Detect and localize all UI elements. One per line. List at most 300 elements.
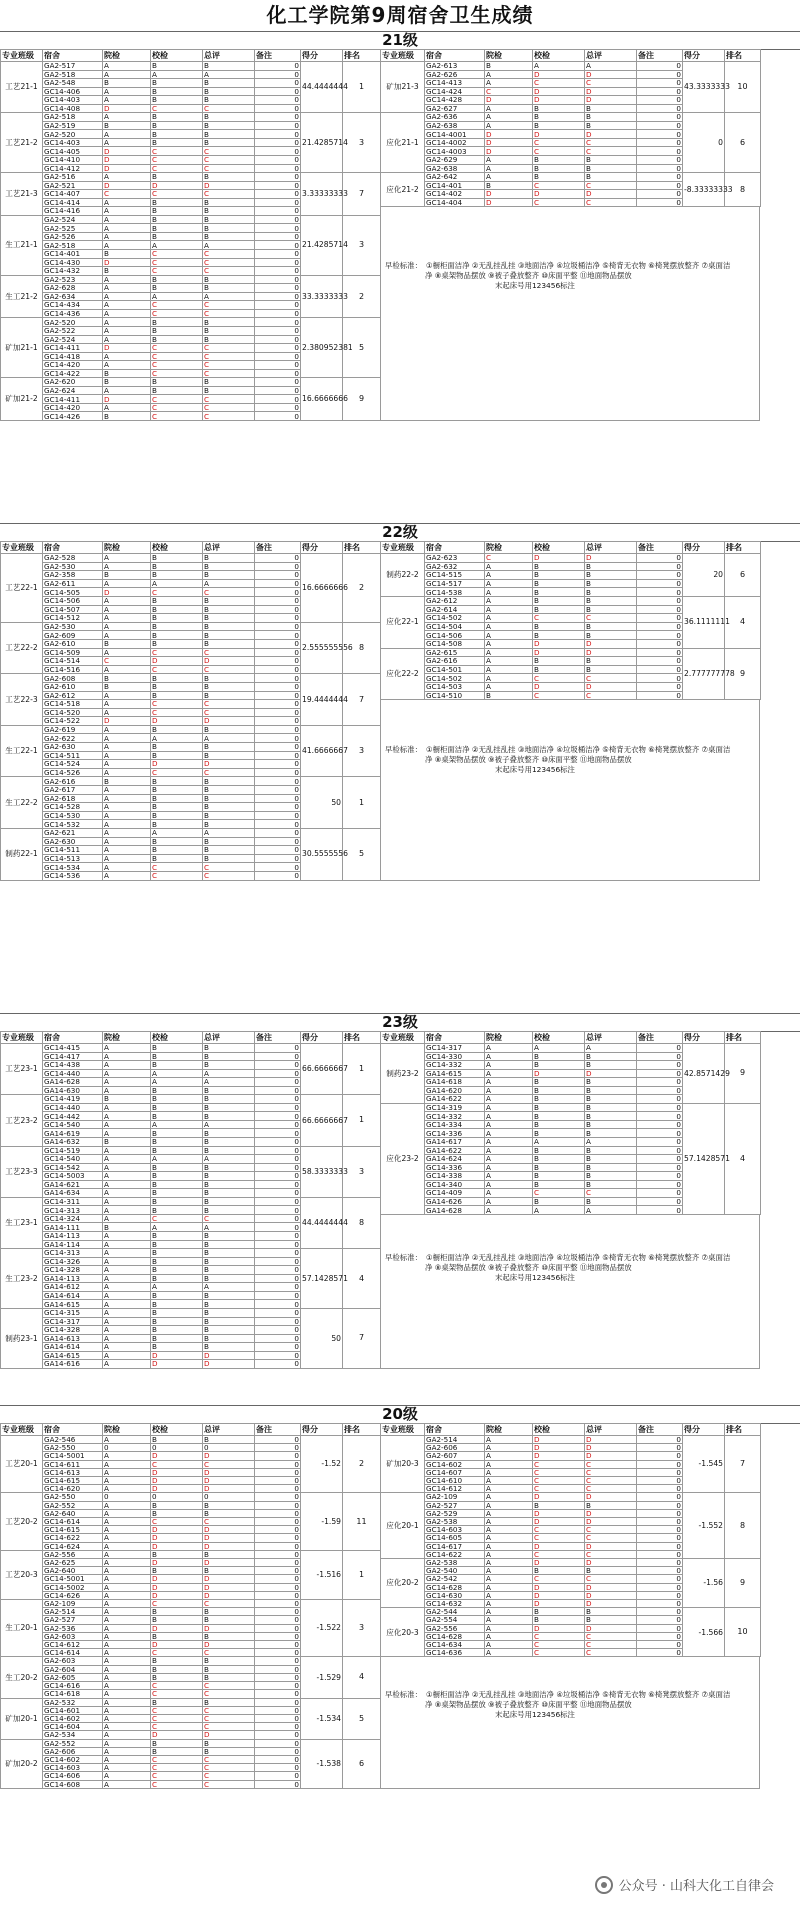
- remark-value: 0: [637, 147, 683, 156]
- class-name: 工艺20-3: [1, 1550, 43, 1599]
- school-check: A: [533, 1044, 585, 1053]
- dorm-number: GC14-618: [43, 1690, 103, 1698]
- college-check: A: [103, 1600, 151, 1608]
- school-check: B: [533, 1501, 585, 1509]
- college-check: A: [103, 1772, 151, 1780]
- remark-value: 0: [637, 1550, 683, 1558]
- school-check: C: [151, 164, 203, 173]
- column-header: 院检: [485, 50, 533, 62]
- criteria-text-2: 净 ⑧桌架物品摆放 ⑨被子叠放整齐 ⑩床面平整 ⑪地面物品摆放: [425, 270, 632, 280]
- school-check: C: [151, 648, 203, 657]
- column-header: 得分: [683, 1424, 725, 1436]
- dorm-number: GC14-403: [43, 138, 103, 147]
- remark-value: 0: [637, 588, 683, 597]
- school-check: C: [151, 700, 203, 709]
- remark-value: 0: [255, 571, 301, 580]
- college-check: A: [485, 70, 533, 79]
- column-header: 专业班级: [381, 1424, 425, 1436]
- school-check: C: [533, 1460, 585, 1468]
- college-check: A: [485, 1120, 533, 1129]
- college-check: A: [485, 1069, 533, 1078]
- college-check: A: [485, 614, 533, 623]
- overall-grade: B: [203, 1257, 255, 1266]
- score-value: 50: [301, 777, 343, 829]
- school-check: B: [151, 138, 203, 147]
- dorm-number: GC14-412: [43, 164, 103, 173]
- overall-grade: B: [203, 1061, 255, 1070]
- overall-grade: C: [203, 412, 255, 421]
- school-check: A: [533, 1138, 585, 1147]
- remark-value: 0: [255, 579, 301, 588]
- college-check: B: [103, 1138, 151, 1147]
- remark-value: 0: [637, 1138, 683, 1147]
- school-check: B: [151, 96, 203, 105]
- overall-grade: C: [585, 1468, 637, 1476]
- overall-grade: A: [203, 1069, 255, 1078]
- inspection-criteria: [380, 207, 760, 421]
- college-check: A: [103, 1044, 151, 1053]
- school-check: B: [151, 275, 203, 284]
- remark-value: 0: [255, 1274, 301, 1283]
- overall-grade: D: [203, 760, 255, 769]
- college-check: B: [485, 62, 533, 71]
- remark-value: 0: [637, 113, 683, 122]
- remark-value: 0: [637, 1616, 683, 1624]
- remark-value: 0: [637, 1493, 683, 1501]
- overall-grade: B: [203, 682, 255, 691]
- dorm-number: GA2-608: [43, 674, 103, 683]
- college-check: B: [103, 79, 151, 88]
- class-name: 应化20-3: [381, 1608, 425, 1657]
- dorm-number: GC14-617: [425, 1542, 485, 1550]
- overall-grade: D: [203, 1624, 255, 1632]
- remark-value: 0: [637, 1460, 683, 1468]
- overall-grade: D: [585, 1591, 637, 1599]
- college-check: A: [103, 1632, 151, 1640]
- column-header: 排名: [343, 50, 381, 62]
- rank-value: 8: [725, 1493, 761, 1559]
- school-check: B: [151, 674, 203, 683]
- remark-value: 0: [637, 1542, 683, 1550]
- school-check: C: [533, 1632, 585, 1640]
- school-check: D: [151, 1477, 203, 1485]
- column-header: 排名: [725, 50, 761, 62]
- class-name: 生工21-1: [1, 215, 43, 275]
- remark-value: 0: [637, 1189, 683, 1198]
- remark-value: 0: [637, 571, 683, 580]
- school-check: D: [151, 1591, 203, 1599]
- college-check: A: [485, 1485, 533, 1493]
- remark-value: 0: [637, 622, 683, 631]
- school-check: C: [533, 614, 585, 623]
- school-check: C: [151, 361, 203, 370]
- school-check: C: [151, 871, 203, 880]
- remark-value: 0: [255, 588, 301, 597]
- column-header: 校检: [151, 542, 203, 554]
- column-header: 宿舍: [425, 542, 485, 554]
- school-check: C: [533, 674, 585, 683]
- school-check: B: [151, 173, 203, 182]
- overall-grade: D: [585, 70, 637, 79]
- college-check: A: [103, 829, 151, 838]
- criteria-text-3: 末起床号用123456标注: [495, 1710, 575, 1720]
- college-check: A: [485, 1172, 533, 1181]
- dorm-number: GC14-5002: [43, 1583, 103, 1591]
- college-check: A: [103, 1739, 151, 1747]
- dorm-number: GC14-317: [43, 1317, 103, 1326]
- overall-grade: B: [203, 554, 255, 563]
- college-check: D: [103, 156, 151, 165]
- school-check: A: [151, 1155, 203, 1164]
- remark-value: 0: [637, 1069, 683, 1078]
- score-value: -1.52: [301, 1436, 343, 1493]
- college-check: C: [485, 87, 533, 96]
- remark-value: 0: [255, 1291, 301, 1300]
- score-value: -1.545: [683, 1436, 725, 1493]
- overall-grade: D: [203, 1641, 255, 1649]
- remark-value: 0: [255, 79, 301, 88]
- score-value: 16.6666666: [301, 378, 343, 421]
- remark-value: 0: [255, 743, 301, 752]
- dorm-number: GA14-614: [43, 1343, 103, 1352]
- score-value: 0: [683, 113, 725, 173]
- school-check: B: [151, 1240, 203, 1249]
- dorm-number: GA14-628: [425, 1206, 485, 1215]
- dorm-number: GA2-532: [43, 1698, 103, 1706]
- overall-grade: B: [203, 1240, 255, 1249]
- rank-value: 3: [343, 113, 381, 173]
- remark-value: 0: [255, 173, 301, 182]
- overall-grade: B: [203, 1308, 255, 1317]
- remark-value: 0: [637, 1575, 683, 1583]
- college-check: A: [103, 846, 151, 855]
- remark-value: 0: [637, 1608, 683, 1616]
- college-check: D: [103, 104, 151, 113]
- remark-value: 0: [255, 1343, 301, 1352]
- school-check: B: [151, 1232, 203, 1241]
- school-check: B: [151, 1747, 203, 1755]
- criteria-label: 早检标准：: [385, 1253, 422, 1263]
- overall-grade: C: [203, 1764, 255, 1772]
- school-check: D: [151, 1641, 203, 1649]
- school-check: C: [151, 190, 203, 199]
- criteria-text-3: 末起床号用123456标注: [495, 280, 575, 290]
- overall-grade: C: [203, 403, 255, 412]
- college-check: A: [485, 156, 533, 165]
- overall-grade: B: [585, 1061, 637, 1070]
- watermark: [591, 1873, 778, 1896]
- college-check: A: [485, 1477, 533, 1485]
- remark-value: 0: [255, 1682, 301, 1690]
- dorm-number: GC14-313: [43, 1249, 103, 1258]
- overall-grade: D: [585, 682, 637, 691]
- school-check: B: [533, 1078, 585, 1087]
- remark-value: 0: [255, 1526, 301, 1534]
- college-check: A: [103, 1283, 151, 1292]
- remark-value: 0: [255, 1714, 301, 1722]
- school-check: A: [151, 1069, 203, 1078]
- dorm-number: GC14-315: [43, 1308, 103, 1317]
- school-check: D: [533, 1559, 585, 1567]
- school-check: D: [533, 1493, 585, 1501]
- column-header: 得分: [301, 1424, 343, 1436]
- overall-grade: B: [203, 1657, 255, 1665]
- remark-value: 0: [255, 674, 301, 683]
- remark-value: 0: [255, 1460, 301, 1468]
- remark-value: 0: [255, 96, 301, 105]
- college-check: D: [485, 96, 533, 105]
- school-check: B: [151, 224, 203, 233]
- remark-value: 0: [255, 1649, 301, 1657]
- table-row: [1, 1249, 381, 1258]
- school-check: B: [151, 1308, 203, 1317]
- dorm-number: GC14-614: [43, 1518, 103, 1526]
- overall-grade: D: [585, 1518, 637, 1526]
- school-check: B: [151, 232, 203, 241]
- overall-grade: D: [585, 1509, 637, 1517]
- school-check: C: [151, 1755, 203, 1763]
- college-check: A: [485, 1086, 533, 1095]
- school-check: D: [533, 1600, 585, 1608]
- dorm-number: GA2-626: [425, 70, 485, 79]
- overall-grade: D: [203, 717, 255, 726]
- remark-value: 0: [637, 1061, 683, 1070]
- dorm-number: GA2-552: [43, 1501, 103, 1509]
- overall-grade: C: [203, 1518, 255, 1526]
- college-check: A: [485, 605, 533, 614]
- dorm-number: GA2-109: [425, 1493, 485, 1501]
- overall-grade: B: [203, 87, 255, 96]
- dorm-number: GC14-410: [43, 156, 103, 165]
- college-check: A: [485, 1206, 533, 1215]
- criteria-text-1: ①橱柜面洁净 ②无乱挂乱挂 ③地面洁净 ④垃圾桶洁净 ⑤椅背无衣物 ⑥椅凳摆放整齐 ⑦桌面洁: [425, 260, 731, 270]
- school-check: B: [151, 837, 203, 846]
- overall-grade: D: [203, 181, 255, 190]
- column-header: 备注: [637, 1032, 683, 1044]
- college-check: A: [103, 1780, 151, 1788]
- school-check: C: [533, 1534, 585, 1542]
- college-check: A: [103, 326, 151, 335]
- overall-grade: B: [203, 1266, 255, 1275]
- school-check: B: [533, 1086, 585, 1095]
- college-check: A: [103, 1575, 151, 1583]
- overall-grade: B: [203, 1197, 255, 1206]
- dorm-number: GC14-508: [425, 639, 485, 648]
- college-check: A: [103, 1078, 151, 1087]
- column-header: 校检: [533, 50, 585, 62]
- score-value: 50: [301, 1308, 343, 1368]
- remark-value: 0: [637, 1567, 683, 1575]
- school-check: B: [533, 1155, 585, 1164]
- school-check: C: [533, 198, 585, 207]
- overall-grade: 0: [203, 1493, 255, 1501]
- column-header: 得分: [301, 542, 343, 554]
- remark-value: 0: [255, 378, 301, 387]
- column-header: 专业班级: [381, 542, 425, 554]
- overall-grade: B: [203, 284, 255, 293]
- overall-grade: D: [585, 648, 637, 657]
- school-check: C: [151, 588, 203, 597]
- score-value: 2.777777778: [683, 648, 725, 700]
- overall-grade: B: [203, 1550, 255, 1558]
- dorm-number: GC14-336: [425, 1129, 485, 1138]
- overall-grade: B: [203, 837, 255, 846]
- column-header: 院检: [103, 1424, 151, 1436]
- overall-grade: A: [203, 1223, 255, 1232]
- school-check: B: [151, 614, 203, 623]
- overall-grade: B: [203, 130, 255, 139]
- overall-grade: B: [585, 113, 637, 122]
- school-check: B: [151, 1146, 203, 1155]
- dorm-number: GC14-612: [425, 1485, 485, 1493]
- college-check: A: [103, 1240, 151, 1249]
- overall-grade: B: [585, 631, 637, 640]
- school-check: B: [151, 1436, 203, 1444]
- college-check: D: [485, 190, 533, 199]
- college-check: C: [103, 657, 151, 666]
- school-check: D: [151, 1624, 203, 1632]
- school-check: B: [151, 682, 203, 691]
- dorm-number: GC14-602: [43, 1714, 103, 1722]
- dorm-number: GA2-624: [43, 386, 103, 395]
- school-check: B: [151, 62, 203, 71]
- college-check: A: [103, 1291, 151, 1300]
- college-check: A: [103, 1163, 151, 1172]
- column-header: 排名: [343, 1424, 381, 1436]
- remark-value: 0: [255, 1731, 301, 1739]
- college-check: A: [485, 1518, 533, 1526]
- score-value: -1.56: [683, 1559, 725, 1608]
- remark-value: 0: [255, 403, 301, 412]
- college-check: A: [103, 1351, 151, 1360]
- school-check: C: [151, 665, 203, 674]
- dorm-number: GC14-615: [43, 1477, 103, 1485]
- school-check: C: [151, 309, 203, 318]
- school-check: C: [151, 1723, 203, 1731]
- college-check: D: [485, 198, 533, 207]
- rank-value: 4: [343, 1657, 381, 1698]
- remark-value: 0: [637, 1468, 683, 1476]
- overall-grade: D: [203, 1583, 255, 1591]
- overall-grade: D: [585, 1600, 637, 1608]
- college-check: A: [103, 87, 151, 96]
- remark-value: 0: [255, 309, 301, 318]
- college-check: A: [103, 1624, 151, 1632]
- remark-value: 0: [255, 335, 301, 344]
- overall-grade: B: [203, 1747, 255, 1755]
- school-check: B: [151, 639, 203, 648]
- dorm-number: GC14-336: [425, 1163, 485, 1172]
- college-check: A: [485, 1460, 533, 1468]
- overall-grade: A: [585, 1138, 637, 1147]
- column-header: 宿舍: [425, 1032, 485, 1044]
- class-name: 应化20-2: [381, 1559, 425, 1608]
- college-check: A: [103, 854, 151, 863]
- college-check: A: [103, 1542, 151, 1550]
- remark-value: 0: [255, 1266, 301, 1275]
- college-check: A: [103, 622, 151, 631]
- dorm-number: GC14-607: [425, 1468, 485, 1476]
- column-header: 备注: [255, 1032, 301, 1044]
- remark-value: 0: [255, 1723, 301, 1731]
- table-row: [1, 62, 381, 71]
- overall-grade: A: [203, 1283, 255, 1292]
- table-row: [1, 1197, 381, 1206]
- table-row: [381, 173, 761, 182]
- criteria-line: [385, 1253, 755, 1263]
- dorm-number: GC14-506: [43, 596, 103, 605]
- dorm-number: GA2-609: [43, 631, 103, 640]
- class-name: 生工22-1: [1, 725, 43, 777]
- college-check: A: [103, 207, 151, 216]
- school-check: D: [151, 1731, 203, 1739]
- overall-grade: D: [203, 1452, 255, 1460]
- overall-grade: B: [203, 777, 255, 786]
- overall-grade: B: [203, 1044, 255, 1053]
- remark-value: 0: [255, 1436, 301, 1444]
- school-check: C: [151, 1460, 203, 1468]
- overall-grade: C: [585, 1534, 637, 1542]
- dorm-number: GA2-520: [43, 130, 103, 139]
- college-check: A: [485, 164, 533, 173]
- college-check: A: [103, 1197, 151, 1206]
- remark-value: 0: [637, 657, 683, 666]
- remark-value: 0: [255, 1755, 301, 1763]
- overall-grade: B: [585, 1112, 637, 1121]
- remark-value: 0: [255, 104, 301, 113]
- school-check: A: [151, 1078, 203, 1087]
- column-header: 备注: [637, 1424, 683, 1436]
- college-check: A: [485, 1526, 533, 1534]
- college-check: A: [103, 1206, 151, 1215]
- school-check: B: [151, 1334, 203, 1343]
- column-header: 总评: [203, 1424, 255, 1436]
- remark-value: 0: [255, 614, 301, 623]
- college-check: A: [103, 318, 151, 327]
- overall-grade: B: [203, 1300, 255, 1309]
- college-check: A: [103, 1567, 151, 1575]
- dorm-number: GA2-603: [43, 1657, 103, 1665]
- school-check: B: [151, 1698, 203, 1706]
- school-check: C: [151, 1214, 203, 1223]
- overall-grade: C: [585, 1477, 637, 1485]
- column-header: 总评: [585, 1032, 637, 1044]
- remark-value: 0: [637, 1600, 683, 1608]
- overall-grade: B: [585, 1608, 637, 1616]
- dorm-number: GA2-556: [43, 1550, 103, 1558]
- remark-value: 0: [637, 554, 683, 563]
- criteria-line: [385, 745, 755, 755]
- remark-value: 0: [637, 614, 683, 623]
- dorm-number: GA2-524: [43, 335, 103, 344]
- school-check: D: [151, 1575, 203, 1583]
- overall-grade: D: [585, 1436, 637, 1444]
- school-check: A: [533, 1206, 585, 1215]
- college-check: A: [103, 1308, 151, 1317]
- inspection-criteria: [380, 1215, 760, 1369]
- college-check: A: [103, 1061, 151, 1070]
- remark-value: 0: [255, 369, 301, 378]
- overall-grade: C: [203, 352, 255, 361]
- column-header: 备注: [255, 542, 301, 554]
- remark-value: 0: [637, 579, 683, 588]
- remark-value: 0: [255, 1690, 301, 1698]
- overall-grade: A: [203, 1078, 255, 1087]
- school-check: C: [533, 138, 585, 147]
- remark-value: 0: [255, 1257, 301, 1266]
- rank-value: 6: [725, 113, 761, 173]
- dorm-number: GA14-622: [425, 1095, 485, 1104]
